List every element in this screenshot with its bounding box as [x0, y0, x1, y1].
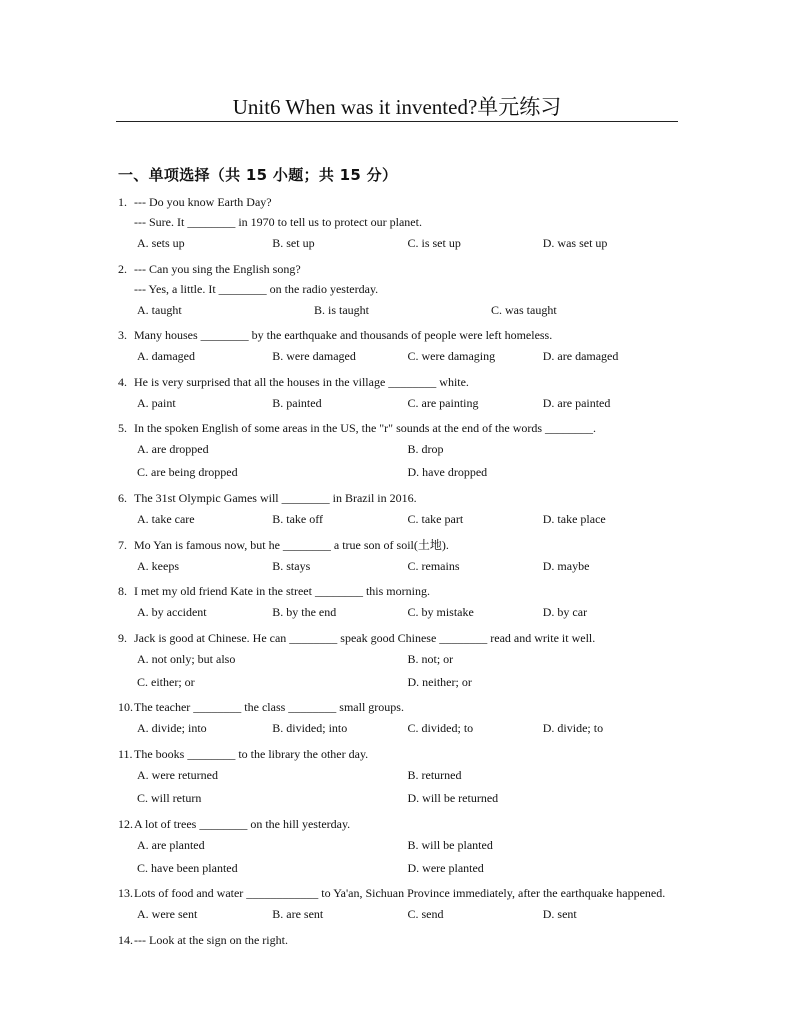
question-8: [118, 581, 678, 622]
question-stem: He is very surprised that all the houses in the village ________ white.: [134, 374, 469, 389]
option-b: B. divided; into: [272, 721, 348, 736]
option-d: D. were planted: [407, 860, 484, 875]
option-b: B. not; or: [407, 651, 454, 666]
option-b: B. are sent: [272, 907, 324, 922]
question-9: [118, 628, 678, 692]
question-number: 6.: [118, 490, 127, 505]
option-row: [118, 556, 678, 576]
option-c: C. take part: [407, 511, 464, 526]
question-10: [118, 697, 678, 738]
question-number: 1.: [118, 195, 127, 209]
option-c: C. are being dropped: [137, 465, 238, 480]
option-d: D. take place: [542, 511, 606, 526]
question-stem: Many houses ________ by the earthquake and thousands of people were left homeless.: [134, 328, 553, 343]
question-stem: --- Look at the sign on the right.: [134, 932, 288, 947]
option-row: [118, 439, 678, 459]
option-b: B. by the end: [272, 605, 337, 620]
option-row: [118, 718, 678, 738]
title-underline: [116, 121, 678, 122]
question-2: [118, 259, 678, 320]
question-number: 10.: [118, 700, 133, 715]
question-14: [118, 930, 678, 950]
question-stem: In the spoken English of some areas in the US, the "r" sounds at the end of the words ________.: [134, 421, 597, 436]
question-number: 13.: [118, 886, 133, 901]
question-4: [118, 372, 678, 413]
question-number: 8.: [118, 584, 127, 599]
question-number: 7.: [118, 537, 127, 552]
option-row: [118, 765, 678, 785]
option-b: B. returned: [407, 767, 462, 782]
option-row: [118, 835, 678, 855]
option-row: [118, 300, 678, 320]
option-c: C. send: [407, 907, 444, 922]
option-b: B. is taught: [314, 302, 370, 317]
question-stem: --- Can you sing the English song?: [134, 261, 301, 276]
question-number: 12.: [118, 816, 133, 831]
question-stem-line: --- Sure. It ________ in 1970 to tell us to protect our planet.: [134, 215, 422, 229]
option-b: B. painted: [272, 395, 322, 410]
option-d: D. have dropped: [407, 465, 488, 480]
option-d: D. by car: [542, 605, 588, 620]
option-a: A. taught: [137, 302, 182, 317]
option-d: D. divide; to: [542, 721, 604, 736]
question-stem: I met my old friend Kate in the street ________ this morning.: [134, 584, 430, 599]
option-row: [118, 462, 678, 482]
option-d: D. are painted: [542, 395, 611, 410]
option-a: A. not only; but also: [137, 651, 236, 666]
page-title: Unit6 When was it invented?单元练习: [232, 95, 562, 119]
option-d: D. maybe: [542, 558, 590, 573]
option-c: C. divided; to: [407, 721, 474, 736]
question-stem: The 31st Olympic Games will ________ in Brazil in 2016.: [134, 490, 417, 505]
question-number: 5.: [118, 421, 127, 436]
option-row: [118, 346, 678, 366]
question-stem: A lot of trees ________ on the hill yesterday.: [134, 816, 351, 831]
question-12: [118, 814, 678, 878]
option-a: A. damaged: [137, 349, 195, 364]
option-a: A. sets up: [137, 236, 185, 250]
question-3: [118, 325, 678, 366]
option-d: D. are damaged: [542, 349, 619, 364]
question-number: 4.: [118, 374, 127, 389]
option-a: A. paint: [137, 395, 176, 410]
option-a: A. are planted: [137, 837, 205, 852]
option-d: D. will be returned: [407, 790, 499, 805]
option-row: [118, 672, 678, 692]
option-row: [118, 233, 678, 253]
question-stem: Mo Yan is famous now, but he ________ a true son of soil(土地).: [134, 537, 449, 552]
option-row: [118, 393, 678, 413]
option-d: D. sent: [542, 907, 577, 922]
question-7: [118, 535, 678, 576]
option-b: B. take off: [272, 511, 324, 526]
question-number: 3.: [118, 328, 127, 343]
option-b: B. will be planted: [407, 837, 493, 852]
option-c: C. by mistake: [407, 605, 474, 620]
option-b: B. were damaged: [272, 349, 356, 364]
option-c: C. are painting: [407, 395, 479, 410]
question-6: [118, 488, 678, 529]
question-list: [118, 192, 678, 955]
option-d: D. neither; or: [407, 674, 472, 689]
section-heading: 一、单项选择（共 15 小题；共 15 分）: [118, 166, 398, 184]
option-a: A. keeps: [137, 558, 179, 573]
option-c: C. have been planted: [137, 860, 238, 875]
option-row: [118, 788, 678, 808]
option-row: [118, 858, 678, 878]
question-stem: --- Do you know Earth Day?: [134, 195, 272, 209]
option-a: A. were sent: [137, 907, 198, 922]
question-5: [118, 418, 678, 482]
option-c: C. either; or: [137, 674, 195, 689]
option-b: B. set up: [272, 236, 315, 250]
question-stem: Jack is good at Chinese. He can ________ speak good Chinese ________ read and write it well.: [134, 630, 596, 645]
option-row: [118, 649, 678, 669]
option-c: C. remains: [407, 558, 460, 573]
question-stem: Lots of food and water ____________ to Ya'an, Sichuan Province immediately, after the earthquake happened.: [134, 886, 666, 901]
option-a: A. by accident: [137, 605, 207, 620]
question-1: [118, 192, 678, 253]
question-number: 11.: [118, 746, 133, 761]
option-b: B. stays: [272, 558, 311, 573]
option-a: A. are dropped: [137, 442, 209, 457]
option-row: [118, 904, 678, 924]
option-row: [118, 509, 678, 529]
option-a: A. take care: [137, 511, 195, 526]
question-11: [118, 744, 678, 808]
question-number: 14.: [118, 932, 133, 947]
question-stem-line: --- Yes, a little. It ________ on the radio yesterday.: [134, 281, 379, 296]
option-c: C. will return: [137, 790, 202, 805]
question-number: 2.: [118, 261, 127, 276]
option-a: A. divide; into: [137, 721, 207, 736]
option-c: C. is set up: [407, 236, 461, 250]
option-a: A. were returned: [137, 767, 218, 782]
question-stem: The books ________ to the library the other day.: [134, 746, 369, 761]
question-number: 9.: [118, 630, 127, 645]
option-d: D. was set up: [542, 236, 608, 250]
question-13: [118, 883, 678, 924]
option-c: C. was taught: [491, 302, 557, 317]
option-b: B. drop: [407, 442, 444, 457]
option-row: [118, 602, 678, 622]
question-stem: The teacher ________ the class ________ small groups.: [134, 700, 404, 715]
option-c: C. were damaging: [407, 349, 496, 364]
